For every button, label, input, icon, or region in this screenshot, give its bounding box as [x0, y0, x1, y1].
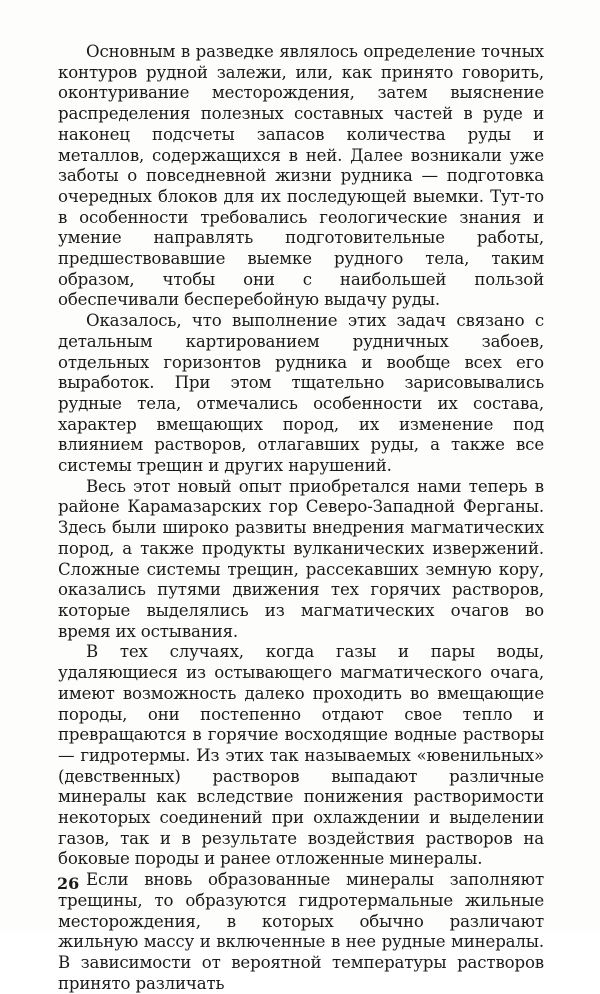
paragraph: Если вновь образованные минералы заполняют трещины, то образуются гидротермальные жильные месторождения, в которых обычно различают жильную массу и включенные в нее рудные минералы. В зависимости от вероятной температуры растворов принято различать: [58, 870, 544, 993]
body-text: [58, 42, 544, 994]
paragraph: Основным в разведке являлось определение точных контуров рудной залежи, или, как принято говорить, оконтуривание месторождения, затем выяснение распределения полезных составных частей в руде и наконец подсчеты запасов количества руды и металлов, содержащихся в ней. Далее возникали уже заботы о повседневной жизни рудника — подготовка очередных блоков для их последующей выемки. Тут-то в особенности требовались геологические знания и умение направлять подготовительные работы, предшествовавшие выемке рудного тела, таким образом, чтобы они с наибольшей пользой обеспечивали бесперебойную выдачу руды.: [58, 42, 544, 310]
paragraph: В тех случаях, когда газы и пары воды, удаляющиеся из остывающего магматического очага, имеют возможность далеко проходить во вмещающие породы, они постепенно отдают свое тепло и превращаются в горячие восходящие водные растворы — гидротермы. Из этих так называемых «ювенильных» (девственных) растворов выпадают различные минералы как вследствие понижения растворимости некоторых соединений при охлаждении и выделении газов, так и в результате воздействия растворов на боковые породы и ранее отложенные минералы.: [58, 642, 544, 869]
paragraph: Весь этот новый опыт приобретался нами теперь в районе Карамазарских гор Северо-Западной Ферганы. Здесь были широко развиты внедрения магматических пород, а также продукты вулканических извержений. Сложные системы трещин, рассекавших земную кору, оказались путями движения тех горячих растворов, которые выделялись из магматических очагов во время их остывания.: [58, 476, 544, 641]
page-number: 26: [57, 874, 80, 893]
paragraph: Оказалось, что выполнение этих задач связано с детальным картированием рудничных забоев, отдельных горизонтов рудника и вообще всех его выработок. При этом тщательно зарисовывались рудные тела, отмечались особенности их состава, характер вмещающих пород, их изменение под влиянием растворов, отлагавших руды, а также все системы трещин и других нарушений.: [58, 311, 544, 476]
